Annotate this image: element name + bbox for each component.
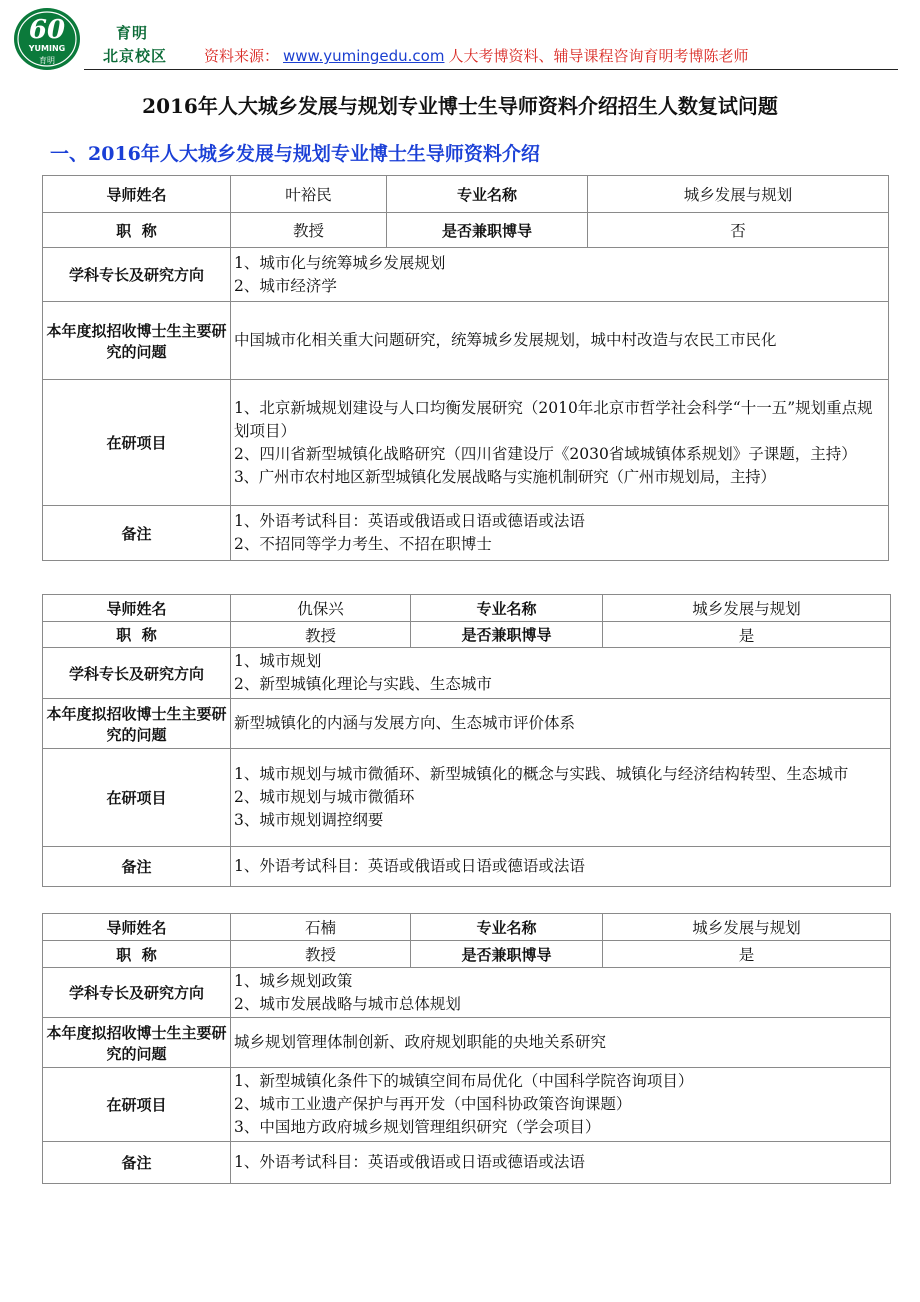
- table-row: [43, 847, 891, 887]
- remark-item: 1、外语考试科目：英语或俄语或日语或德语或法语: [234, 857, 585, 875]
- remarks-value: [231, 847, 891, 887]
- advisor-name-value: 石楠: [231, 914, 411, 941]
- table-row: [43, 1068, 891, 1142]
- part-time-label: 是否兼职博导: [411, 622, 603, 648]
- logo-subtext: 育明: [39, 56, 55, 65]
- expertise-item: 2、城市经济学: [234, 276, 337, 295]
- logo-number: 60: [28, 15, 66, 45]
- yuming-logo-icon: [12, 6, 82, 72]
- remarks-label: 备注: [43, 1142, 231, 1184]
- table-row: [43, 968, 891, 1018]
- expertise-item: 2、城市发展战略与城市总体规划: [234, 994, 461, 1013]
- major-value: 城乡发展与规划: [603, 914, 891, 941]
- section-title: 一、2016年人大城乡发展与规划专业博士生导师资料介绍: [50, 143, 540, 165]
- projects-value: [231, 1068, 891, 1142]
- research-problems-value: 城乡规划管理体制创新、政府规划职能的央地关系研究: [231, 1018, 891, 1068]
- source-line: [204, 45, 748, 66]
- remarks-label: 备注: [43, 847, 231, 887]
- research-problems-label: 本年度拟招收博士生主要研究的问题: [43, 302, 231, 380]
- projects-value: [231, 380, 889, 506]
- project-item: 1、城市规划与城市微循环、新型城镇化的概念与实践、城镇化与经济结构转型、生态城市: [234, 765, 849, 783]
- remarks-value: [231, 1142, 891, 1184]
- expertise-label: 学科专长及研究方向: [43, 248, 231, 302]
- major-label: 专业名称: [387, 176, 588, 213]
- major-value: 城乡发展与规划: [588, 176, 889, 213]
- advisor-name-value: 叶裕民: [231, 176, 387, 213]
- projects-value: [231, 749, 891, 847]
- table-row: [43, 506, 889, 561]
- project-item: 1、新型城镇化条件下的城镇空间布局优化（中国科学院咨询项目）: [234, 1072, 694, 1090]
- brand-name: 育明: [116, 24, 149, 42]
- table-row: [43, 213, 889, 248]
- advisor-table-1: [42, 175, 889, 561]
- table-row: [43, 622, 891, 648]
- remark-item: 2、不招同等学力考生、不招在职博士: [234, 535, 492, 553]
- expertise-item: 1、城市规划: [234, 652, 322, 670]
- expertise-item: 2、新型城镇化理论与实践、生态城市: [234, 675, 492, 693]
- project-item: 2、城市工业遗产保护与再开发（中国科协政策咨询课题）: [234, 1095, 632, 1113]
- header-divider: [84, 69, 898, 70]
- document-title: 2016年人大城乡发展与规划专业博士生导师资料介绍招生人数复试问题: [142, 94, 778, 118]
- projects-label: 在研项目: [43, 749, 231, 847]
- source-url-link[interactable]: www.yumingedu.com: [283, 47, 445, 65]
- project-item: 2、四川省新型城镇化战略研究（四川省建设厅《2030省域城镇体系规划》子课题，主持）: [234, 444, 857, 463]
- research-problems-value: 中国城市化相关重大问题研究，统筹城乡发展规划，城中村改造与农民工市民化: [231, 302, 889, 380]
- advisor-name-label: 导师姓名: [43, 914, 231, 941]
- title-label: 职 称: [43, 622, 231, 648]
- table-row: [43, 1142, 891, 1184]
- research-problems-label: 本年度拟招收博士生主要研究的问题: [43, 699, 231, 749]
- table-row: [43, 595, 891, 622]
- table-row: [43, 302, 889, 380]
- title-value: 教授: [231, 622, 411, 648]
- research-problems-label: 本年度拟招收博士生主要研究的问题: [43, 1018, 231, 1068]
- project-item: 3、城市规划调控纲要: [234, 811, 384, 829]
- expertise-value: [231, 968, 891, 1018]
- part-time-label: 是否兼职博导: [411, 941, 603, 968]
- expertise-label: 学科专长及研究方向: [43, 648, 231, 699]
- title-label: 职 称: [43, 941, 231, 968]
- table-row: [43, 699, 891, 749]
- remark-item: 1、外语考试科目：英语或俄语或日语或德语或法语: [234, 1153, 585, 1171]
- part-time-label: 是否兼职博导: [387, 213, 588, 248]
- page-header: [0, 0, 920, 74]
- table-row: [43, 749, 891, 847]
- major-value: 城乡发展与规划: [603, 595, 891, 622]
- advisor-name-label: 导师姓名: [43, 176, 231, 213]
- table-row: [43, 648, 891, 699]
- remark-item: 1、外语考试科目：英语或俄语或日语或德语或法语: [234, 512, 585, 530]
- table-row: [43, 176, 889, 213]
- title-label: 职 称: [43, 213, 231, 248]
- part-time-value: 否: [588, 213, 889, 248]
- advisor-table-2: [42, 594, 891, 887]
- expertise-label: 学科专长及研究方向: [43, 968, 231, 1018]
- expertise-value: [231, 248, 889, 302]
- part-time-value: 是: [603, 941, 891, 968]
- advisor-name-value: 仇保兴: [231, 595, 411, 622]
- expertise-item: 1、城市化与统筹城乡发展规划: [234, 253, 446, 272]
- expertise-item: 1、城乡规划政策: [234, 971, 353, 990]
- projects-label: 在研项目: [43, 380, 231, 506]
- major-label: 专业名称: [411, 595, 603, 622]
- remarks-value: [231, 506, 889, 561]
- table-row: [43, 248, 889, 302]
- table-row: [43, 1018, 891, 1068]
- source-suffix: 人大考博资料、辅导课程咨询育明考博陈老师: [448, 47, 749, 65]
- brand-campus: 北京校区: [103, 47, 168, 65]
- logo-text: YUMING: [28, 44, 66, 53]
- project-item: 3、广州市农村地区新型城镇化发展战略与实施机制研究（广州市规划局，主持）: [234, 467, 776, 486]
- table-row: [43, 914, 891, 941]
- project-item: 3、中国地方政府城乡规划管理组织研究（学会项目）: [234, 1118, 601, 1136]
- advisor-name-label: 导师姓名: [43, 595, 231, 622]
- part-time-value: 是: [603, 622, 891, 648]
- advisor-table-3: [42, 913, 891, 1184]
- table-row: [43, 380, 889, 506]
- project-item: 1、北京新城规划建设与人口均衡发展研究（2010年北京市哲学社会科学“十一五”规划重点规划项目）: [234, 398, 873, 440]
- title-value: 教授: [231, 941, 411, 968]
- major-label: 专业名称: [411, 914, 603, 941]
- title-value: 教授: [231, 213, 387, 248]
- projects-label: 在研项目: [43, 1068, 231, 1142]
- expertise-value: [231, 648, 891, 699]
- research-problems-value: 新型城镇化的内涵与发展方向、生态城市评价体系: [231, 699, 891, 749]
- project-item: 2、城市规划与城市微循环: [234, 788, 415, 806]
- source-prefix: 资料来源：: [204, 47, 280, 65]
- table-row: [43, 941, 891, 968]
- remarks-label: 备注: [43, 506, 231, 561]
